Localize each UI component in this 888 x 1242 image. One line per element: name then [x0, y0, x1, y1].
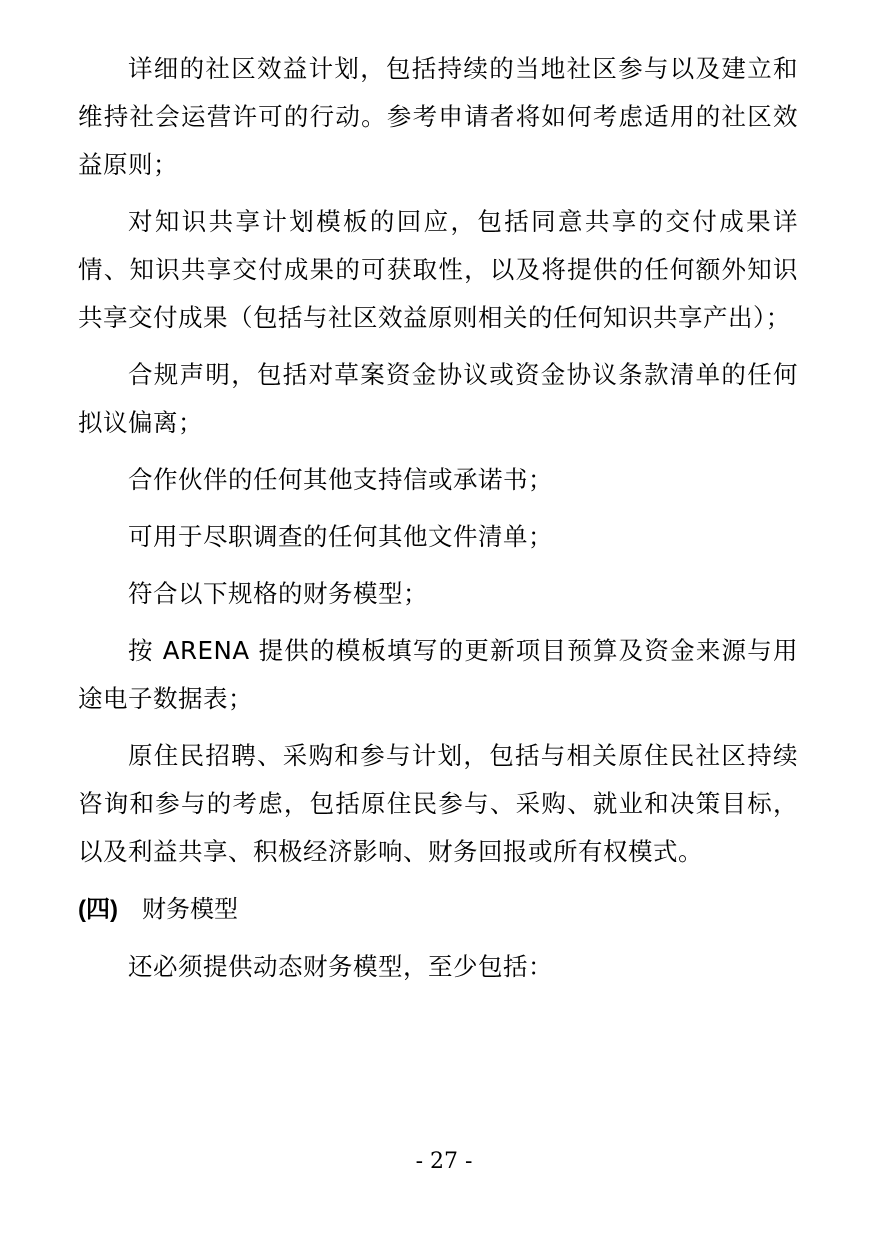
- paragraph-due-diligence-docs: 可用于尽职调查的任何其他文件清单；: [128, 522, 553, 551]
- document-body: [78, 45, 798, 991]
- paragraph-partner-letters: 合作伙伴的任何其他支持信或承诺书；: [128, 465, 553, 494]
- section-title: 财务模型: [141, 895, 238, 923]
- paragraph-indigenous-plan: 原住民招聘、采购和参与计划，包括与相关原住民社区持续咨询和参与的考虑，包括原住民参与、采购、就业和决策目标，以及利益共享、积极经济影响、财务回报或所有权模式。: [78, 741, 798, 866]
- paragraph-intro: 还必须提供动态财务模型，至少包括：: [128, 952, 553, 981]
- paragraph-budget-spreadsheet: 按 ARENA 提供的模板填写的更新项目预算及资金来源与用途电子数据表；: [78, 636, 798, 713]
- section-number: (四): [78, 896, 118, 923]
- page-number: - 27 -: [415, 1149, 473, 1174]
- paragraph-community-benefit-plan: 详细的社区效益计划，包括持续的当地社区参与以及建立和维持社会运营许可的行动。参考申请者将如何考虑适用的社区效益原则；: [78, 54, 798, 179]
- paragraph-financial-model-spec: 符合以下规格的财务模型；: [128, 579, 428, 608]
- section-heading: [78, 885, 798, 934]
- paragraph-knowledge-sharing: 对知识共享计划模板的回应，包括同意共享的交付成果详情、知识共享交付成果的可获取性，以及将提供的任何额外知识共享交付成果（包括与社区效益原则相关的任何知识共享产出）；: [78, 207, 798, 332]
- paragraph-compliance-statement: 合规声明，包括对草案资金协议或资金协议条款清单的任何拟议偏离；: [78, 360, 798, 437]
